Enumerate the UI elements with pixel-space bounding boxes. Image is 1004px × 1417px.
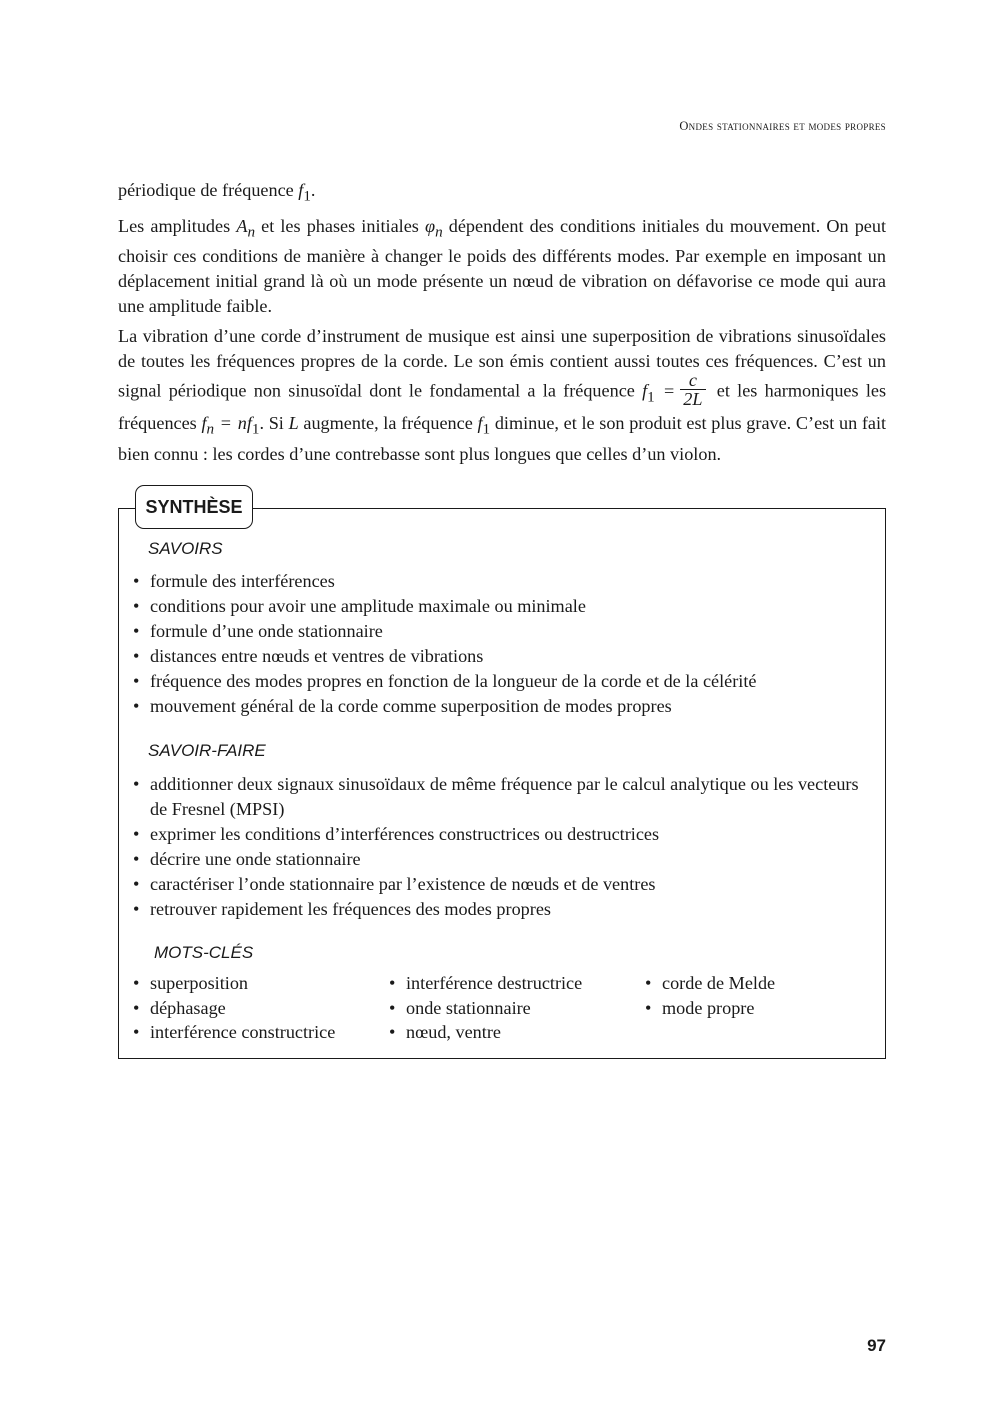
keyword-item: • interférence constructrice xyxy=(130,1020,335,1045)
fraction-denominator: 2L xyxy=(683,389,703,410)
list-item: • distances entre nœuds et ventres de vibrations xyxy=(130,644,880,669)
list-item: • fréquence des modes propres en fonction de la longueur de la corde et de la célérité xyxy=(130,669,880,694)
keyword-item: • corde de Melde xyxy=(642,971,775,996)
keyword-item: • onde stationnaire xyxy=(386,996,582,1021)
p2-text-c: dépendent des conditions initiales du mouvement. On peut choisir ces conditions de manière à changer le poids des différents modes. Par exemple en imposant un déplacement initial grand là où un mode présente un nœud de vibration on défavorise ce mode qui aura une amplitude faible. xyxy=(118,215,887,317)
p3-f1b-sub: 1 xyxy=(482,420,491,438)
list-item: • retrouver rapidement les fréquences des modes propres xyxy=(130,897,880,922)
p2-var-a: A xyxy=(236,215,248,236)
list-item: • caractériser l’onde stationnaire par l’existence de nœuds et de ventres xyxy=(130,872,880,897)
p3-f1-sub: 1 xyxy=(647,388,655,406)
keywords-column-2 xyxy=(386,971,582,1045)
p3-text-a: La vibration d’une corde d’instrument de musique est ainsi une superposition de vibrations sinusoïdales de toutes les fréquences propres de la corde. Le son émis contient aussi toutes ces fréquences. C’est un signal périodique non sinusoïdal dont le fondamental a la fréquence xyxy=(118,326,886,401)
p1-sub: 1 xyxy=(303,187,311,205)
p3-fn-sub: n xyxy=(206,420,215,438)
p3-equals-2: = xyxy=(220,413,232,434)
p2-sub-n: n xyxy=(435,223,443,241)
fraction-c-over-2L xyxy=(680,371,705,408)
p3-text-c: . Si xyxy=(259,413,284,434)
list-item: • formule d’une onde stationnaire xyxy=(130,619,880,644)
savoirs-list xyxy=(130,569,880,719)
p3-text-b: et les harmoniques les fréquences xyxy=(118,380,887,434)
savoir-faire-list xyxy=(130,772,880,922)
p3-nf: nf xyxy=(237,413,252,434)
p1-text: périodique de fréquence xyxy=(118,180,294,200)
list-item: • additionner deux signaux sinusoïdaux de même fréquence par le calcul analytique ou les vecteurs de Fresnel (MPSI) xyxy=(130,772,880,822)
keywords-column-1 xyxy=(130,971,335,1045)
keywords-column-3 xyxy=(642,971,775,1020)
keyword-item: • déphasage xyxy=(130,996,335,1021)
savoir-faire-heading: SAVOIR-FAIRE xyxy=(148,741,266,760)
p3-equals: = xyxy=(664,380,675,401)
p2-sub-a: n xyxy=(247,223,256,241)
p3-f1: f xyxy=(642,380,648,401)
fraction-numerator: c xyxy=(680,371,705,390)
paragraph-2 xyxy=(118,214,886,320)
mots-cles-heading: MOTS-CLÉS xyxy=(154,943,254,962)
synthesis-title: SYNTHÈSE xyxy=(135,485,253,529)
p2-var-phi: φ xyxy=(425,215,436,236)
paragraph-1: périodique de fréquence $f_1$. xyxy=(118,180,316,205)
page-number: 97 xyxy=(867,1336,886,1355)
p3-nf-sub: 1 xyxy=(251,420,260,438)
keyword-item: • nœud, ventre xyxy=(386,1020,582,1045)
p1-var: f xyxy=(298,180,304,200)
keyword-item: • mode propre xyxy=(642,996,775,1021)
p3-fn: f xyxy=(201,413,207,434)
running-title: Ondes stationnaires et modes propres xyxy=(679,119,886,133)
savoirs-heading: SAVOIRS xyxy=(148,539,223,558)
p3-f1b: f xyxy=(477,413,483,434)
p2-text-b: et les phases initiales xyxy=(261,215,419,236)
p3-text-e: diminue, et le son produit est plus grave. C’est un fait bien connu : les cordes d’une contrebasse sont plus longues que celles d’un violon. xyxy=(118,413,887,464)
paragraph-3 xyxy=(118,324,886,467)
list-item: • décrire une onde stationnaire xyxy=(130,847,880,872)
keyword-item: • superposition xyxy=(130,971,335,996)
list-item: • formule des interférences xyxy=(130,569,880,594)
keyword-item: • interférence destructrice xyxy=(386,971,582,996)
list-item: • conditions pour avoir une amplitude maximale ou minimale xyxy=(130,594,880,619)
body-text xyxy=(118,178,886,472)
p2-text-a: Les amplitudes xyxy=(118,215,231,236)
p3-L: L xyxy=(288,413,299,434)
list-item: • mouvement général de la corde comme superposition de modes propres xyxy=(130,694,880,719)
p3-text-d: augmente, la fréquence xyxy=(303,413,473,434)
list-item: • exprimer les conditions d’interférences constructrices ou destructrices xyxy=(130,822,880,847)
